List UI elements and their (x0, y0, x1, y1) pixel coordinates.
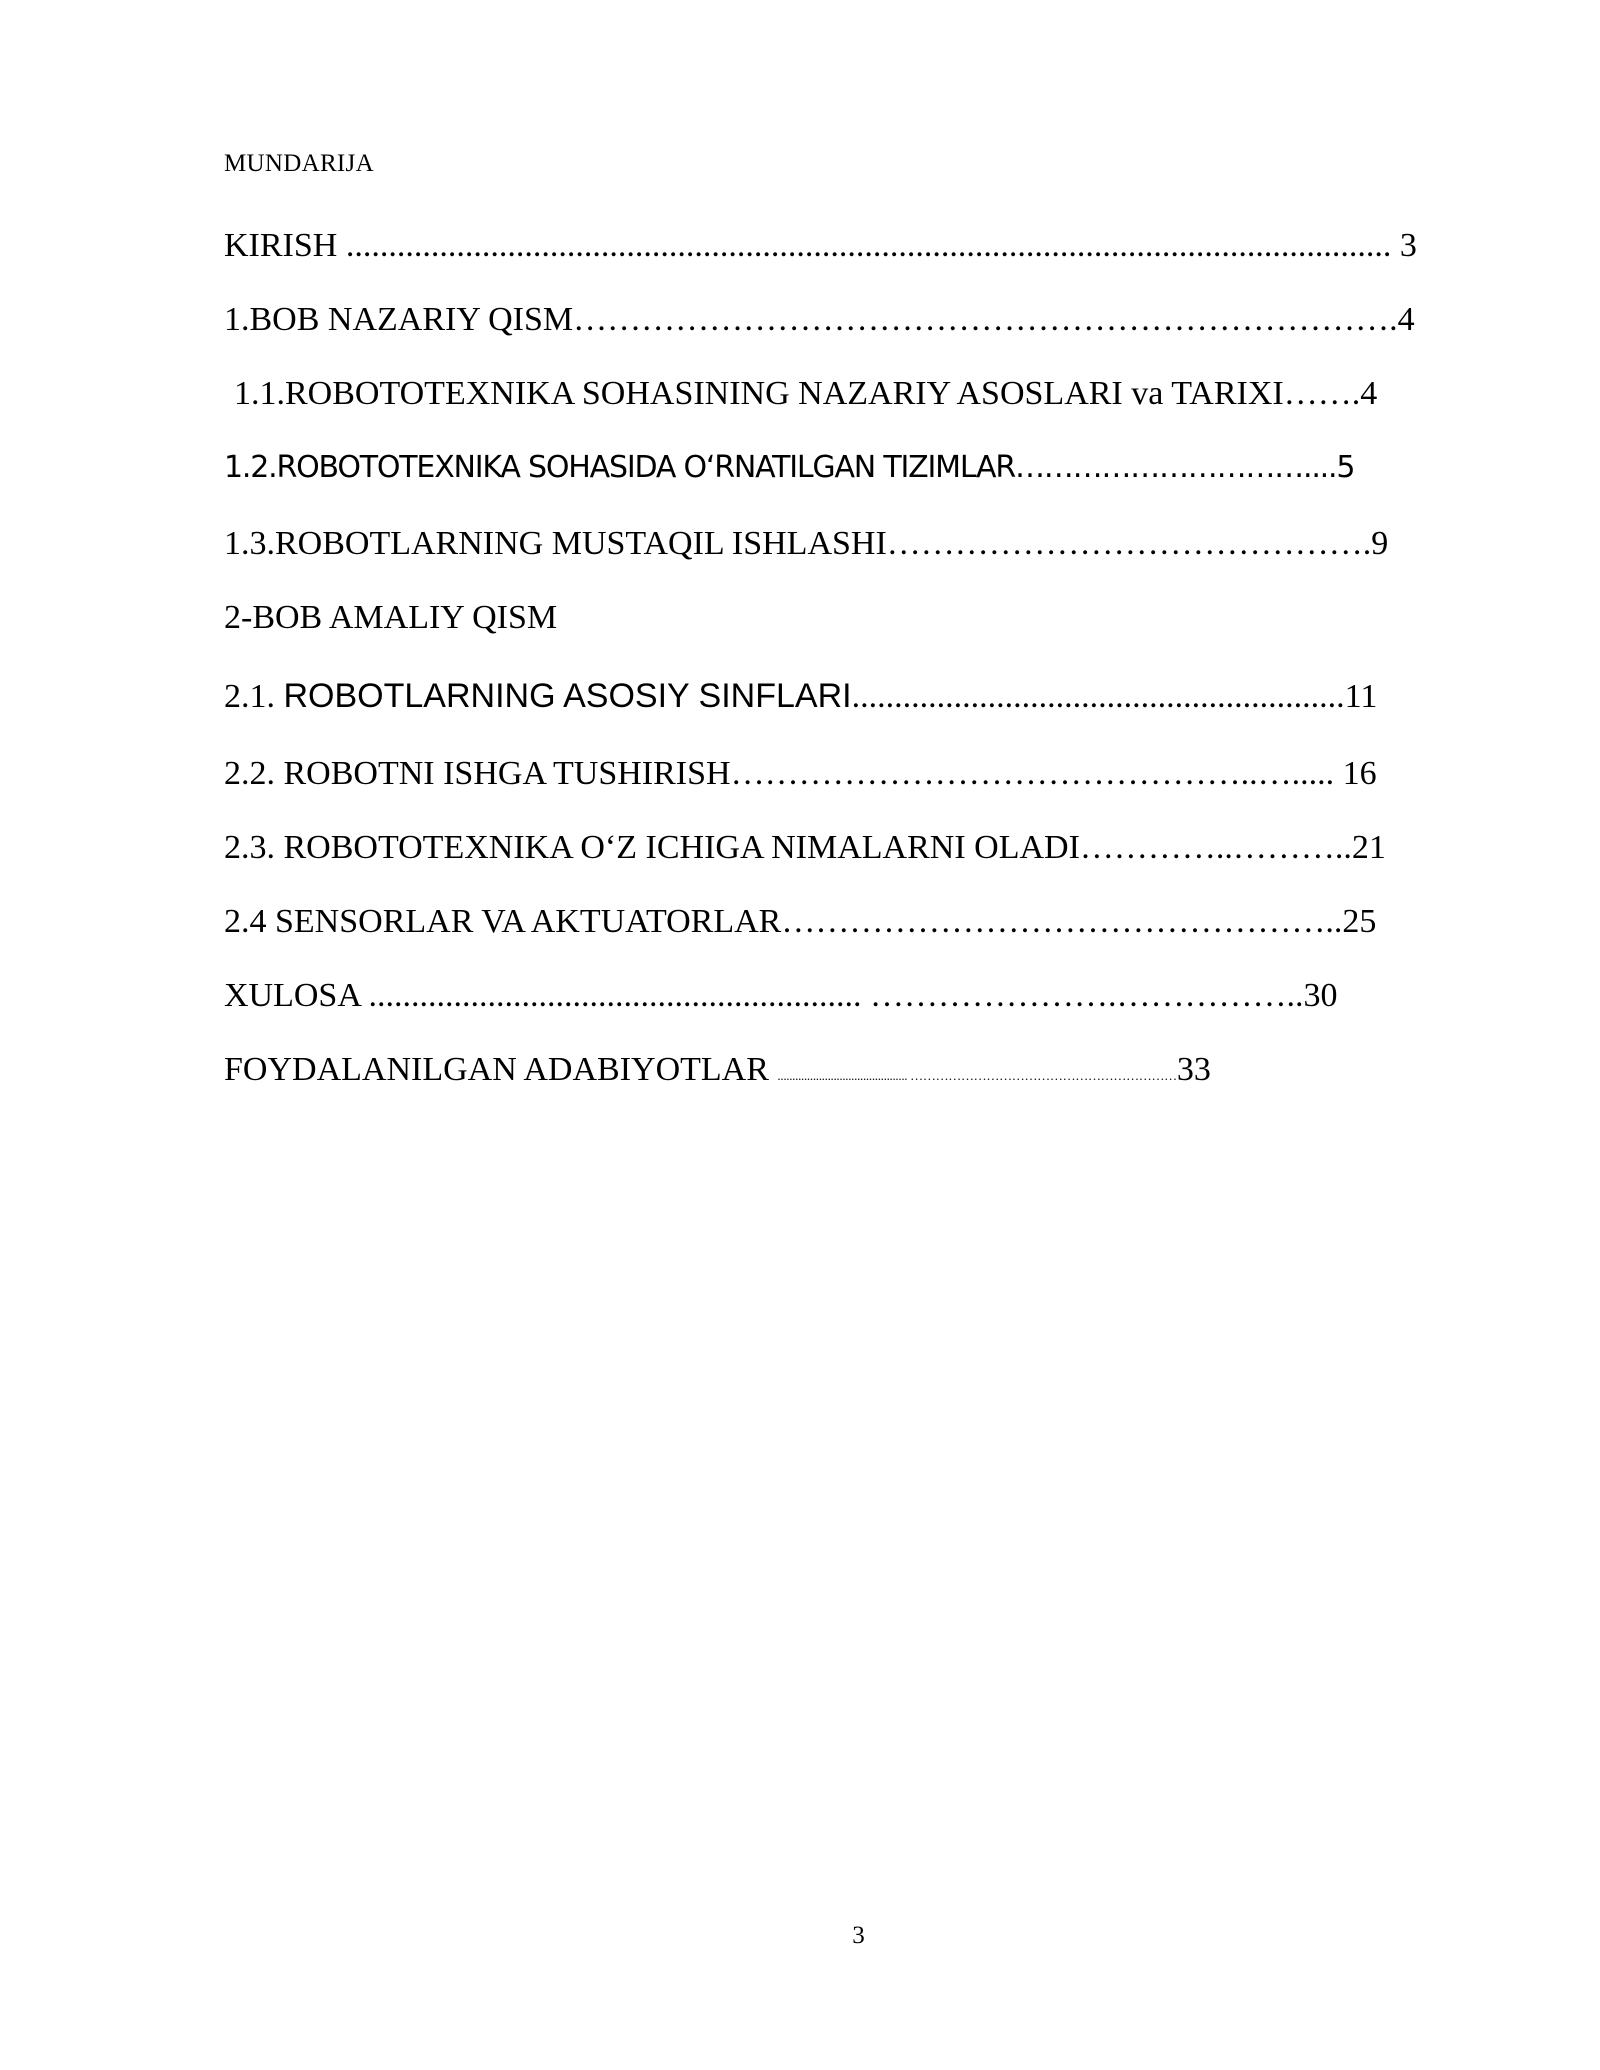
toc-entry-2-1-number: 2.1. (224, 678, 284, 715)
toc-entry-2-1-dots: ..........................................................11 (851, 678, 1378, 715)
toc-entry-2-1 (224, 679, 1377, 714)
toc-entry-references (224, 1053, 1211, 1087)
toc-entry-2-2: 2.2. ROBOTNI ISHGA TUSHIRISH………………………………………..…..... 16 (224, 755, 1377, 792)
toc-entry-1-1: 1.1.ROBOTOTEXNIKA SOHASINING NAZARIY ASOSLARI va TARIXI…….4 (234, 375, 1378, 412)
toc-entry-2-4: 2.4 SENSORLAR VA AKTUATORLAR…………………………………………..25 (224, 903, 1377, 940)
toc-entry-references-title: FOYDALANILGAN ADABIYOTLAR (224, 1051, 778, 1088)
toc-entry-2-3: 2.3. ROBOTOTEXNIKA O‘Z ICHIGA NIMALARNI OLADI…………..………..21 (224, 829, 1386, 866)
toc-entry-2-1-title: ROBOTLARNING ASOSIY SINFLARI (283, 677, 852, 715)
toc-entry-xulosa: XULOSA .......................................................... ………………….……………..30 (224, 977, 1338, 1014)
toc-entry-references-page: 33 (1176, 1051, 1211, 1088)
toc-heading: MUNDARIJA (224, 150, 374, 177)
page-number: 3 (852, 1922, 865, 1949)
toc-entry-references-dots: ............................................ ……………………………………………………… (777, 1068, 1177, 1083)
toc-entry-kirish: KIRISH ........................................................................................................................... 3 (224, 227, 1417, 264)
toc-entry-chapter-1: 1.BOB NAZARIY QISM……………………………………………………………….4 (224, 301, 1415, 338)
toc-entry-1-2: 1.2.ROBOTOTEXNIKA SOHASIDA O‘RNATILGAN TIZIMLAR…………………………....5 (224, 450, 1355, 485)
toc-entry-chapter-2: 2-BOB AMALIY QISM (224, 599, 558, 636)
toc-entry-1-3: 1.3.ROBOTLARNING MUSTAQIL ISHLASHI…………………………………….9 (224, 525, 1389, 562)
